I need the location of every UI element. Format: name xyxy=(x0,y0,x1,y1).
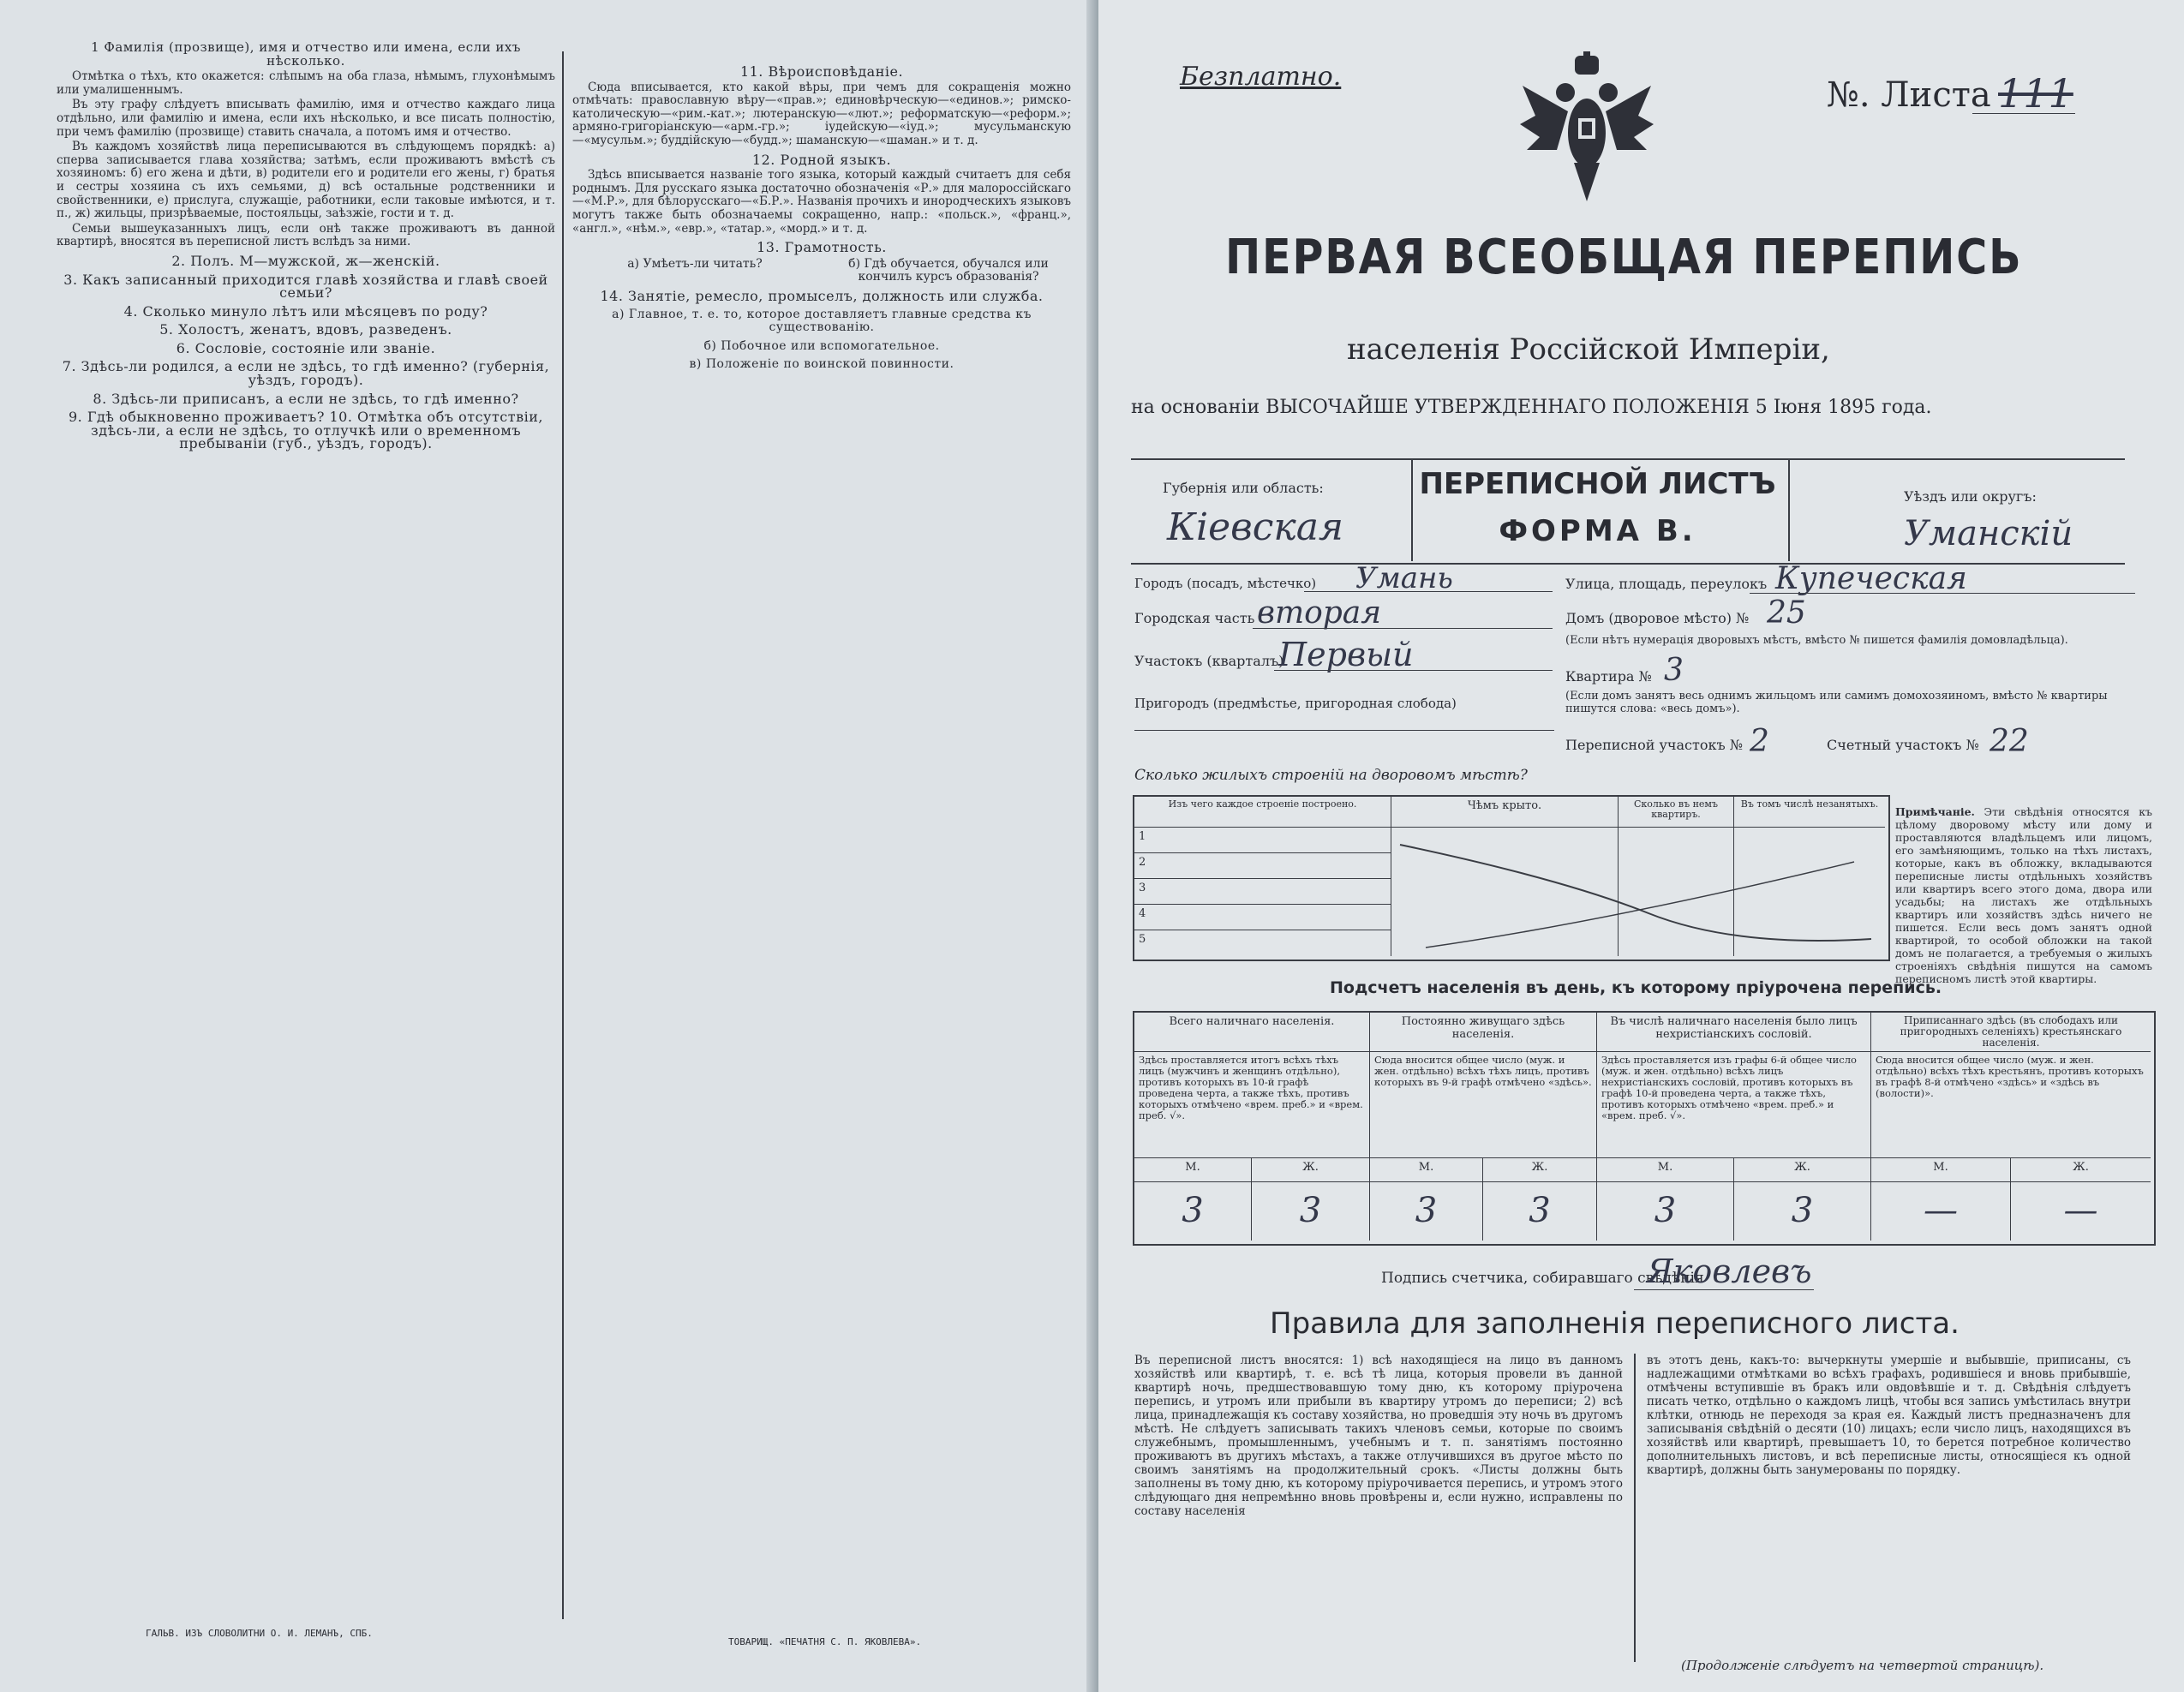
heading-9-10: 9. Гдѣ обыкновенно проживаетъ? 10. Отмѣтка объ отсутствіи, здѣсь-ли, а если не здѣсь, то отлучкѣ или о временномъ пребываніи (губ., уѣздъ, городъ). xyxy=(69,409,543,452)
rules-right-column: въ этотъ день, какъ-то: вычеркнуты умершіе и выбывшіе, приписаны, съ надлежащими отмѣтками во всѣхъ графахъ, родившіеся и вновь прибывшіе, отмѣчены вступившіе въ бракъ или овдовѣвшіе и т. д. Свѣдѣнія слѣдуетъ писать четко, отдѣльно о каждомъ лицѣ, чтобы вся запись умѣстилась внутри клѣтки, отнюдь не переходя за края ея. Каждый листъ предназначенъ для записыванія свѣдѣній о десяти (10) лицахъ; если число лицъ, находящихся въ хозяйствѣ или квартирѣ, превышаетъ 10, то берется потребное количество дополнительныхъ листовъ, и всѣ переписные листы, относящіеся къ одной квартирѣ, должны быть занумерованы по порядку. xyxy=(1647,1354,2131,1477)
pop-sex-f: Ж. xyxy=(1734,1158,1871,1182)
pop-header-nonchristian: Въ числѣ наличнаго населенія было лицъ нехристіанскихъ сословій. xyxy=(1597,1013,1871,1052)
street-value: Купеческая xyxy=(1775,561,1967,596)
street-label: Улица, площадь, переулокъ xyxy=(1565,576,1768,592)
bt-header-vacant: Въ томъ числѣ незанятыхъ. xyxy=(1734,797,1885,828)
rules-divider xyxy=(1634,1354,1636,1662)
gubernia-value: Кіевская xyxy=(1167,505,1344,549)
heading-12: 12. Родной языкъ. xyxy=(751,151,892,168)
uezd-label: Уѣздъ или округъ: xyxy=(1904,488,2037,505)
gubernia-label: Губернія или область: xyxy=(1163,480,1324,496)
heading-1: 1 Фамилія (прозвище), имя и отчество или имена, если ихъ нѣсколько. xyxy=(91,39,521,69)
city-line xyxy=(1304,591,1553,592)
suburb-line xyxy=(1134,730,1554,731)
pop-value: — xyxy=(1871,1182,2011,1241)
count-label: Счетный участокъ № xyxy=(1827,737,1979,753)
strike-through-mark xyxy=(1391,828,1885,956)
house-value: 25 xyxy=(1767,595,1806,631)
bt-row: 3 xyxy=(1134,879,1391,905)
para-11: Сюда вписывается, кто какой вѣры, при чемъ для сокращенія можно отмѣчать: православную вѣру—«прав.»; единовѣрческую—«единов.»; римско-католическую—«рим.-кат.»; лютеранскую—«лют.»; реформатскую—«реформ.»; армяно-григоріанскую—«арм.-гр.»; іудейскую—«іуд.»; мусульманскую—«мусульм.»; буддійскую—«будд.»; шаманскую—«шаман.» и т. д. xyxy=(572,80,1071,147)
sheet-number-line xyxy=(1972,113,2075,114)
heading-14: 14. Занятіе, ремесло, промыселъ, должность или служба. xyxy=(600,287,1044,304)
buildings-table xyxy=(1133,795,1890,961)
buildings-question: Сколько жилыхъ строеній на дворовомъ мѣстѣ? xyxy=(1134,767,1528,784)
section-label: Участокъ (кварталъ) xyxy=(1134,653,1284,669)
pop-sex-f: Ж. xyxy=(1483,1158,1597,1182)
city-value: Умань xyxy=(1355,561,1453,595)
pop-value: 3 xyxy=(1134,1182,1252,1241)
heading-14c: в) Положеніе по воинской повинности. xyxy=(689,357,954,372)
pop-sex-m: М. xyxy=(1597,1158,1734,1182)
pop-header-total: Всего наличнаго населенія. xyxy=(1134,1013,1370,1052)
sheet-number-value: 111 xyxy=(1998,70,2073,117)
bt-header-material: Изъ чего каждое строеніе построено. xyxy=(1134,797,1391,828)
bt-row: 1 xyxy=(1134,828,1391,853)
heading-11: 11. Вѣроисповѣданіе. xyxy=(739,63,904,80)
count-value: 22 xyxy=(1990,724,2029,759)
pop-sex-f: Ж. xyxy=(2011,1158,2151,1182)
heading-13: 13. Грамотность. xyxy=(757,239,887,256)
pop-header-permanent: Постоянно живущаго здѣсь населенія. xyxy=(1370,1013,1597,1052)
section-value: Первый xyxy=(1278,636,1414,673)
note-title: Примѣчаніе. xyxy=(1895,805,1975,818)
para-2: Въ каждомъ хозяйствѣ лица переписываются въ слѣдующемъ порядкѣ: а) сперва записывается глава хозяйства; затѣмъ, если проживаютъ вмѣстѣ съ хозяиномъ: б) его жена и дѣти, в) родители его и родители его жены, г) братья и сестры хозяина съ ихъ семьями, д) всѣ остальные родственники и свойственники, е) прислуга, служащіе, работники, если таковые имѣются, и т. п., ж) жильцы, призрѣваемые, постояльцы, заѣзжіе, гости и т. д. xyxy=(57,140,555,221)
left-column-1 xyxy=(57,36,555,1664)
signature-line xyxy=(1634,1289,1814,1290)
pop-desc-nonchristian: Здѣсь проставляется изъ графы 6-й общее число (муж. и жен. отдѣльно) всѣхъ лицъ нехристіанскихъ сословій, противъ которыхъ въ графѣ 10-й проведена черта, а также тѣхъ, противъ которыхъ отмѣчено «врем. преб.» и «врем. преб. √». xyxy=(1597,1052,1871,1158)
bt-row: 5 xyxy=(1134,930,1391,956)
heading-8: 8. Здѣсь-ли приписанъ, а если не здѣсь, то гдѣ именно? xyxy=(93,390,519,407)
heading-5: 5. Холостъ, женатъ, вдовъ, разведенъ. xyxy=(159,321,452,338)
pop-value: 3 xyxy=(1370,1182,1483,1241)
street-line xyxy=(1750,593,2135,594)
pop-sex-m: М. xyxy=(1134,1158,1252,1182)
question-13b: б) Гдѣ обучается, обучался или кончилъ курсъ образованія? xyxy=(848,256,1049,284)
apt-note: (Если домъ занятъ весь однимъ жильцомъ или самимъ домохозяиномъ, вмѣсто № квартиры пишутся слова: «весь домъ»). xyxy=(1565,690,2108,715)
column-divider xyxy=(562,51,564,1619)
heading-3: 3. Какъ записанный приходится главѣ хозяйства и главѣ своей семьи? xyxy=(63,271,548,302)
pop-desc-permanent: Сюда вносится общее число (муж. и жен. отдѣльно) всѣхъ тѣхъ лицъ, противъ которыхъ въ 9-й графѣ отмѣчено «здѣсь». xyxy=(1370,1052,1597,1158)
house-label: Домъ (дворовое мѣсто) № xyxy=(1565,610,1750,626)
census-label: Переписной участокъ № xyxy=(1565,737,1743,753)
mark-note: Отмѣтка о тѣхъ, кто окажется: слѣпымъ на оба глаза, нѣмымъ, глухонѣмымъ или умалишеннымъ. xyxy=(57,69,555,97)
pop-value: — xyxy=(2063,1191,2098,1230)
pop-sex-f: Ж. xyxy=(1252,1158,1370,1182)
header-divider-right xyxy=(1788,458,1790,561)
part-value: вторая xyxy=(1257,595,1382,631)
sheet-number-label: №. Листа xyxy=(1827,75,1991,115)
house-note: (Если нѣтъ нумерація дворовыхъ мѣстъ, вмѣсто № пишется фамилія домовладѣльца). xyxy=(1565,634,2068,647)
basis-line: на основаніи ВЫСОЧАЙШЕ УТВЕРЖДЕННАГО ПОЛОЖЕНІЯ 5 Іюня 1895 года. xyxy=(1131,397,1932,418)
census-value: 2 xyxy=(1750,724,1769,759)
pop-value: 3 xyxy=(1734,1182,1871,1241)
pop-header-peasant: Приписаннаго здѣсь (въ слободахъ или пригородныхъ селеніяхъ) крестьянскаго населенія. xyxy=(1871,1013,2151,1052)
form-letter: ФОРМА В. xyxy=(1499,514,1696,548)
signature-label: Подпись счетчика, собиравшаго свѣдѣнія xyxy=(1381,1270,1704,1287)
main-title: ПЕРВАЯ ВСЕОБЩАЯ ПЕРЕПИСЬ xyxy=(1225,230,2023,285)
pop-desc-total: Здѣсь проставляется итогъ всѣхъ тѣхъ лицъ (мужчинъ и женщинъ отдѣльно), противъ которыхъ въ 10-й графѣ проведена черта, а также тѣхъ, противъ которыхъ отмѣчено «врем. преб.» и «врем. преб. √». xyxy=(1134,1052,1370,1158)
para-1: Въ эту графу слѣдуетъ вписывать фамилію, имя и отчество каждаго лица отдѣльно, или фамилію и имена, если ихъ нѣсколько, и все писать полностію, при чемъ фамилію (прозвище) ставить сначала, а потомъ имя и отчество. xyxy=(57,98,555,139)
continued-note: (Продолженіе слѣдуетъ на четвертой страницѣ). xyxy=(1681,1658,2044,1673)
population-table xyxy=(1133,1011,2156,1246)
population-title: Подсчетъ населенія въ день, къ которому пріурочена перепись. xyxy=(1330,978,1942,997)
heading-6: 6. Сословіе, состояніе или званіе. xyxy=(176,339,436,356)
heading-14a: а) Главное, т. е. то, которое доставляетъ главные средства къ существованію. xyxy=(612,307,1032,335)
pop-sex-m: М. xyxy=(1370,1158,1483,1182)
uezd-value: Уманскій xyxy=(1904,514,2073,553)
para-3: Семьи вышеуказанныхъ лицъ, если онѣ также проживаютъ въ данной квартирѣ, вносятся въ переписной листъ вслѣдъ за ними. xyxy=(57,221,555,249)
left-column-2 xyxy=(572,60,1071,1671)
subtitle: населенія Россійской Имперіи, xyxy=(1347,332,1830,367)
city-label: Городъ (посадъ, мѣстечко) xyxy=(1134,576,1317,591)
part-label: Городская часть xyxy=(1134,610,1255,626)
signature-value: Яковлевъ xyxy=(1647,1253,1812,1290)
free-label: Безплатно. xyxy=(1180,62,1342,92)
pop-value: 3 xyxy=(1252,1182,1370,1241)
pop-value: 3 xyxy=(1483,1182,1597,1241)
pop-value: 3 xyxy=(1597,1182,1734,1241)
bt-header-apartments: Сколько въ немъ квартиръ. xyxy=(1619,797,1734,828)
pop-desc-peasant: Сюда вносится общее число (муж. и жен. отдѣльно) всѣхъ тѣхъ крестьянъ, противъ которыхъ въ графѣ 8-й отмѣчено «здѣсь» и «здѣсь въ (волости)». xyxy=(1871,1052,2151,1158)
question-13a: а) Умѣетъ-ли читать? xyxy=(627,256,763,271)
rules-title: Правила для заполненія переписного листа. xyxy=(1270,1306,1960,1341)
bt-row: 2 xyxy=(1134,853,1391,879)
form-title: ПЕРЕПИСНОЙ ЛИСТЪ xyxy=(1419,467,1776,501)
heading-14b: б) Побочное или вспомогательное. xyxy=(703,338,940,353)
heading-7: 7. Здѣсь-ли родился, а если не здѣсь, то гдѣ именно? (губернія, уѣздъ, городъ). xyxy=(62,358,550,389)
part-line xyxy=(1253,628,1553,629)
apt-label: Квартира № xyxy=(1565,668,1652,685)
note xyxy=(1895,805,2152,985)
bt-header-roof: Чѣмъ крыто. xyxy=(1391,797,1619,828)
suburb-label: Пригородъ (предмѣстье, пригородная слобода) xyxy=(1134,696,1457,711)
double-headed-eagle-icon xyxy=(1518,51,1655,206)
bt-row: 4 xyxy=(1134,905,1391,930)
right-page xyxy=(1098,0,2184,1692)
pop-sex-m: М. xyxy=(1871,1158,2011,1182)
rules-left-column: Въ переписной листъ вносятся: 1) всѣ находящіеся на лицо въ данномъ хозяйствѣ или квартирѣ, т. е. всѣ тѣ лица, которыя провели въ данной квартирѣ ночь, предшествовавшую тому дню, къ которому пріурочена перепись, и утромъ или прибыли въ квартиру утромъ до переписи; 2) всѣ лица, принадлежащія къ составу хозяйства, но проведшія эту ночь въ другомъ мѣстѣ. Не слѣдуетъ записывать такихъ членовъ семьи, которые по своимъ служебнымъ, промышленнымъ, учебнымъ и т. п. занятіямъ постоянно проживаютъ въ другихъ мѣстахъ, а также отлучившихся въ другое мѣсто по своимъ занятіямъ на продолжительный срокъ. «Листы должны быть заполнены въ тому дню, къ которому пріурочивается перепись, и утромъ этого слѣдующаго дня непремѣнно вновь провѣрены и, если нужно, исправлены по составу населенія xyxy=(1134,1354,1623,1518)
heading-4: 4. Сколько минуло лѣтъ или мѣсяцевъ по роду? xyxy=(123,302,488,320)
note-text: Эти свѣдѣнія относятся къ цѣлому дворовому мѣсту или дому и проставляются владѣльцемъ или лицомъ, его замѣняющимъ, только на тѣхъ листахъ, которые, какъ въ обложку, вкладываются переписные листы отдѣльныхъ хозяйствъ или квартиръ всего этого дома, двора или усадьбы; на листахъ же отдѣльныхъ квартиръ или хозяйствъ здѣсь ничего не пишется. Если весь домъ занятъ одной квартирой, то особой обложки на такой домъ не полагается, а требуемыя о жилыхъ строеніяхъ свѣдѣнія пишутся на самомъ переписномъ листѣ этой квартиры. xyxy=(1895,805,2152,985)
apt-value: 3 xyxy=(1664,653,1684,688)
left-imprint: ГАЛЬВ. ИЗЪ СЛОВОЛИТНИ О. И. ЛЕМАНЪ, СПБ. xyxy=(146,1628,373,1639)
heading-2: 2. Полъ. М—мужской, ж—женскій. xyxy=(171,252,440,269)
section-line xyxy=(1274,670,1553,671)
para-12: Здѣсь вписывается названіе того языка, который каждый считаетъ для себя роднымъ. Для русскаго языка достаточно обозначенія «Р.» для малороссійскаго—«М.Р.», для бѣлорусскаго—«Б.Р.». Названія прочихъ и инородческихъ языковъ могутъ также быть обозначаемы сокращенно, напр.: «польск.», «франц.», «англ.», «нѣм.», «евр.», «татар.», «морд.» и т. д. xyxy=(572,168,1071,236)
right-imprint: ТОВАРИЩ. «ПЕЧАТНЯ С. П. ЯКОВЛЕВА». xyxy=(728,1636,922,1647)
